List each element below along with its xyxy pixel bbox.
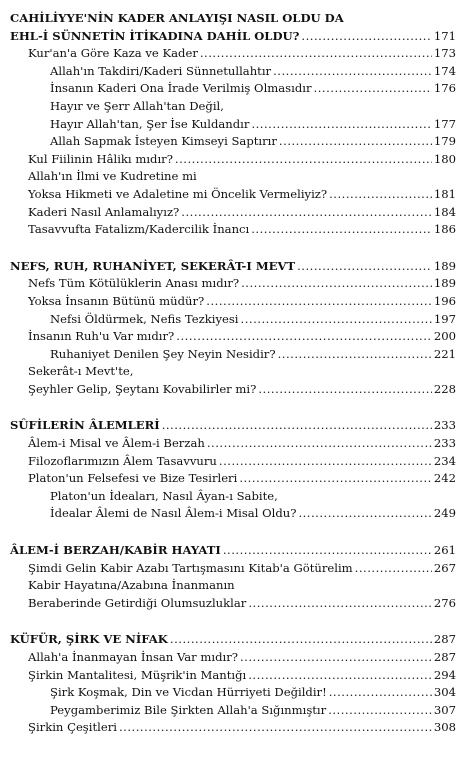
- page-number: 171: [433, 28, 456, 43]
- page-number: 176: [433, 81, 456, 96]
- entry-title: Yoksa Hikmeti ve Adaletine mi Öncelik Vermeliyiz?: [28, 186, 328, 201]
- toc-entry: [10, 45, 456, 63]
- entry-title: Âlem-i Misal ve Âlem-i Berzah: [28, 436, 205, 451]
- dot-leader: [297, 258, 432, 276]
- toc-entry: [10, 328, 456, 346]
- entry-title: EHL-İ SÜNNETİN İTİKADINA DAHİL OLDU?: [10, 28, 300, 43]
- entry-title: ÂLEM-İ BERZAH/KABİR HAYATI: [10, 543, 221, 558]
- entry-title: Allah Sapmak İsteyen Kimseyi Saptırır: [50, 134, 277, 149]
- page-number: 242: [433, 471, 456, 486]
- dot-leader: [181, 204, 432, 222]
- toc-entry: [10, 381, 456, 399]
- page-number: 294: [433, 667, 456, 682]
- section-heading-entry: [10, 631, 456, 649]
- toc-section: [10, 10, 456, 239]
- toc-entry: [10, 293, 456, 311]
- toc-entry: [10, 116, 456, 134]
- entry-title: Şirkin Çeşitleri: [28, 720, 117, 735]
- entry-title: KÜFÜR, ŞİRK VE NİFAK: [10, 632, 168, 647]
- entry-title: Hayır Allah'tan, Şer İse Kuldandır: [50, 116, 250, 131]
- dot-leader: [258, 381, 432, 399]
- dot-leader: [240, 649, 432, 667]
- entry-title: CAHİLİYYE'NİN KADER ANLAYIŞI NASIL OLDU DA: [10, 11, 344, 25]
- entry-title: SÛFİLERİN ÂLEMLERİ: [10, 418, 160, 433]
- toc-entry: [10, 577, 456, 595]
- toc-entry: [10, 702, 456, 720]
- section-heading-entry: [10, 417, 456, 435]
- toc-entry: [10, 363, 456, 381]
- dot-leader: [162, 417, 432, 435]
- toc-entry: [10, 595, 456, 613]
- section-heading-entry: [10, 28, 456, 46]
- page-number: 184: [433, 204, 456, 219]
- dot-leader: [251, 221, 432, 239]
- page-number: 308: [433, 720, 456, 735]
- dot-leader: [241, 275, 432, 293]
- entry-title: Şirk Koşmak, Din ve Vicdan Hürriyeti Değildir!: [50, 685, 327, 700]
- entry-title: Şeyhler Gelip, Şeytanı Kovabilirler mi?: [28, 381, 257, 396]
- entry-title: Allah'ın İlmi ve Kudretine mi: [28, 169, 197, 184]
- entry-title: Nefsi Öldürmek, Nefis Tezkiyesi: [50, 311, 239, 326]
- entry-title: Beraberinde Getirdiği Olumsuzluklar: [28, 595, 247, 610]
- page-number: 177: [433, 116, 456, 131]
- toc-entry: [10, 560, 456, 578]
- entry-title: Şimdi Gelin Kabir Azabı Tartışmasını Kitab'a Götürelim: [28, 560, 353, 575]
- dot-leader: [314, 80, 432, 98]
- page-number: 189: [433, 258, 456, 273]
- toc-entry: [10, 346, 456, 364]
- page-number: 228: [433, 381, 456, 396]
- dot-leader: [241, 311, 432, 329]
- page-number: 221: [433, 346, 456, 361]
- dot-leader: [206, 293, 432, 311]
- entry-title: İnsanın Ruh'u Var mıdır?: [28, 329, 175, 344]
- entry-title: İdealar Âlemi de Nasıl Âlem-i Misal Oldu?: [50, 506, 297, 521]
- page-number: 174: [433, 63, 456, 78]
- entry-title: Platon'un Felsefesi ve Bize Tesirleri: [28, 471, 238, 486]
- toc-entry: [10, 667, 456, 685]
- page-number: 179: [433, 134, 456, 149]
- toc-section: [10, 417, 456, 523]
- dot-leader: [207, 435, 432, 453]
- toc-entry: [10, 133, 456, 151]
- page-number: 186: [433, 222, 456, 237]
- toc-entry: [10, 470, 456, 488]
- toc-entry: [10, 63, 456, 81]
- page-number: 233: [433, 418, 456, 433]
- page-number: 200: [433, 329, 456, 344]
- toc-entry: [10, 649, 456, 667]
- dot-leader: [239, 470, 432, 488]
- dot-leader: [279, 133, 432, 151]
- toc-entry: [10, 168, 456, 186]
- entry-title: Filozoflarımızın Âlem Tasavvuru: [28, 453, 217, 468]
- toc-entry: [10, 505, 456, 523]
- toc-section: [10, 542, 456, 612]
- dot-leader: [298, 505, 431, 523]
- dot-leader: [273, 63, 432, 81]
- entry-title: İnsanın Kaderi Ona İrade Verilmiş Olmasıdır: [50, 81, 312, 96]
- page-number: 197: [433, 311, 456, 326]
- entry-title: Ruhaniyet Denilen Şey Neyin Nesidir?: [50, 346, 276, 361]
- toc-entry: [10, 435, 456, 453]
- entry-title: Allah'ın Takdiri/Kaderi Sünnetullahtır: [50, 63, 272, 78]
- page-number: 181: [433, 186, 456, 201]
- page-number: 233: [433, 436, 456, 451]
- page-number: 196: [433, 293, 456, 308]
- dot-leader: [176, 328, 432, 346]
- toc-entry: [10, 98, 456, 116]
- entry-title: Peygamberimiz Bile Şirkten Allah'a Sığınmıştır: [50, 702, 327, 717]
- toc-entry: [10, 204, 456, 222]
- page-number: 180: [433, 151, 456, 166]
- dot-leader: [248, 595, 432, 613]
- toc-entry: [10, 684, 456, 702]
- page-number: 276: [433, 595, 456, 610]
- page-number: 261: [433, 543, 456, 558]
- entry-title: Tasavvufta Fatalizm/Kadercilik İnancı: [28, 222, 250, 237]
- toc-section: [10, 631, 456, 737]
- dot-leader: [175, 151, 432, 169]
- section-heading-entry: [10, 258, 456, 276]
- dot-leader: [119, 719, 432, 737]
- page-number: 267: [433, 560, 456, 575]
- entry-title: Sekerât-ı Mevt'te,: [28, 364, 134, 379]
- dot-leader: [248, 667, 432, 685]
- page-number: 189: [433, 276, 456, 291]
- dot-leader: [329, 186, 432, 204]
- toc-entry: [10, 719, 456, 737]
- page-number: 173: [433, 46, 456, 61]
- entry-title: NEFS, RUH, RUHANİYET, SEKERÂT-I MEVT: [10, 258, 296, 273]
- toc-entry: [10, 311, 456, 329]
- page-number: 234: [433, 453, 456, 468]
- table-of-contents: [10, 10, 456, 756]
- dot-leader: [278, 346, 432, 364]
- dot-leader: [301, 28, 431, 46]
- toc-entry: [10, 275, 456, 293]
- page-number: 249: [433, 506, 456, 521]
- entry-title: Şirkin Mantalitesi, Müşrik'in Mantığı: [28, 667, 247, 682]
- entry-title: Kaderi Nasıl Anlamalıyız?: [28, 204, 180, 219]
- dot-leader: [355, 560, 432, 578]
- toc-entry: [10, 221, 456, 239]
- dot-leader: [200, 45, 432, 63]
- page-number: 287: [433, 650, 456, 664]
- toc-entry: [10, 186, 456, 204]
- entry-title: Platon'un İdeaları, Nasıl Âyan-ı Sabite,: [50, 488, 278, 503]
- toc-entry: [10, 80, 456, 98]
- dot-leader: [329, 684, 432, 702]
- toc-entry: [10, 488, 456, 506]
- dot-leader: [328, 702, 432, 720]
- dot-leader: [223, 542, 432, 560]
- section-heading-entry: [10, 542, 456, 560]
- page-number: 287: [433, 632, 456, 647]
- dot-leader: [170, 631, 432, 649]
- entry-title: Yoksa İnsanın Bütünü müdür?: [28, 293, 205, 308]
- section-heading-entry: [10, 10, 456, 28]
- entry-title: Allah'a İnanmayan İnsan Var mıdır?: [28, 650, 238, 664]
- page-number: 304: [433, 685, 456, 700]
- entry-title: Nefs Tüm Kötülüklerin Anası mıdır?: [28, 276, 240, 291]
- entry-title: Hayır ve Şerr Allah'tan Değil,: [50, 98, 224, 113]
- toc-section: [10, 258, 456, 399]
- dot-leader: [251, 116, 431, 134]
- entry-title: Kur'an'a Göre Kaza ve Kader: [28, 46, 198, 61]
- dot-leader: [219, 453, 432, 471]
- entry-title: Kul Fiilinin Hâlikı mıdır?: [28, 151, 173, 166]
- toc-entry: [10, 453, 456, 471]
- entry-title: Kabir Hayatına/Azabına İnanmanın: [28, 578, 235, 593]
- toc-entry: [10, 151, 456, 169]
- page-number: 307: [433, 702, 456, 717]
